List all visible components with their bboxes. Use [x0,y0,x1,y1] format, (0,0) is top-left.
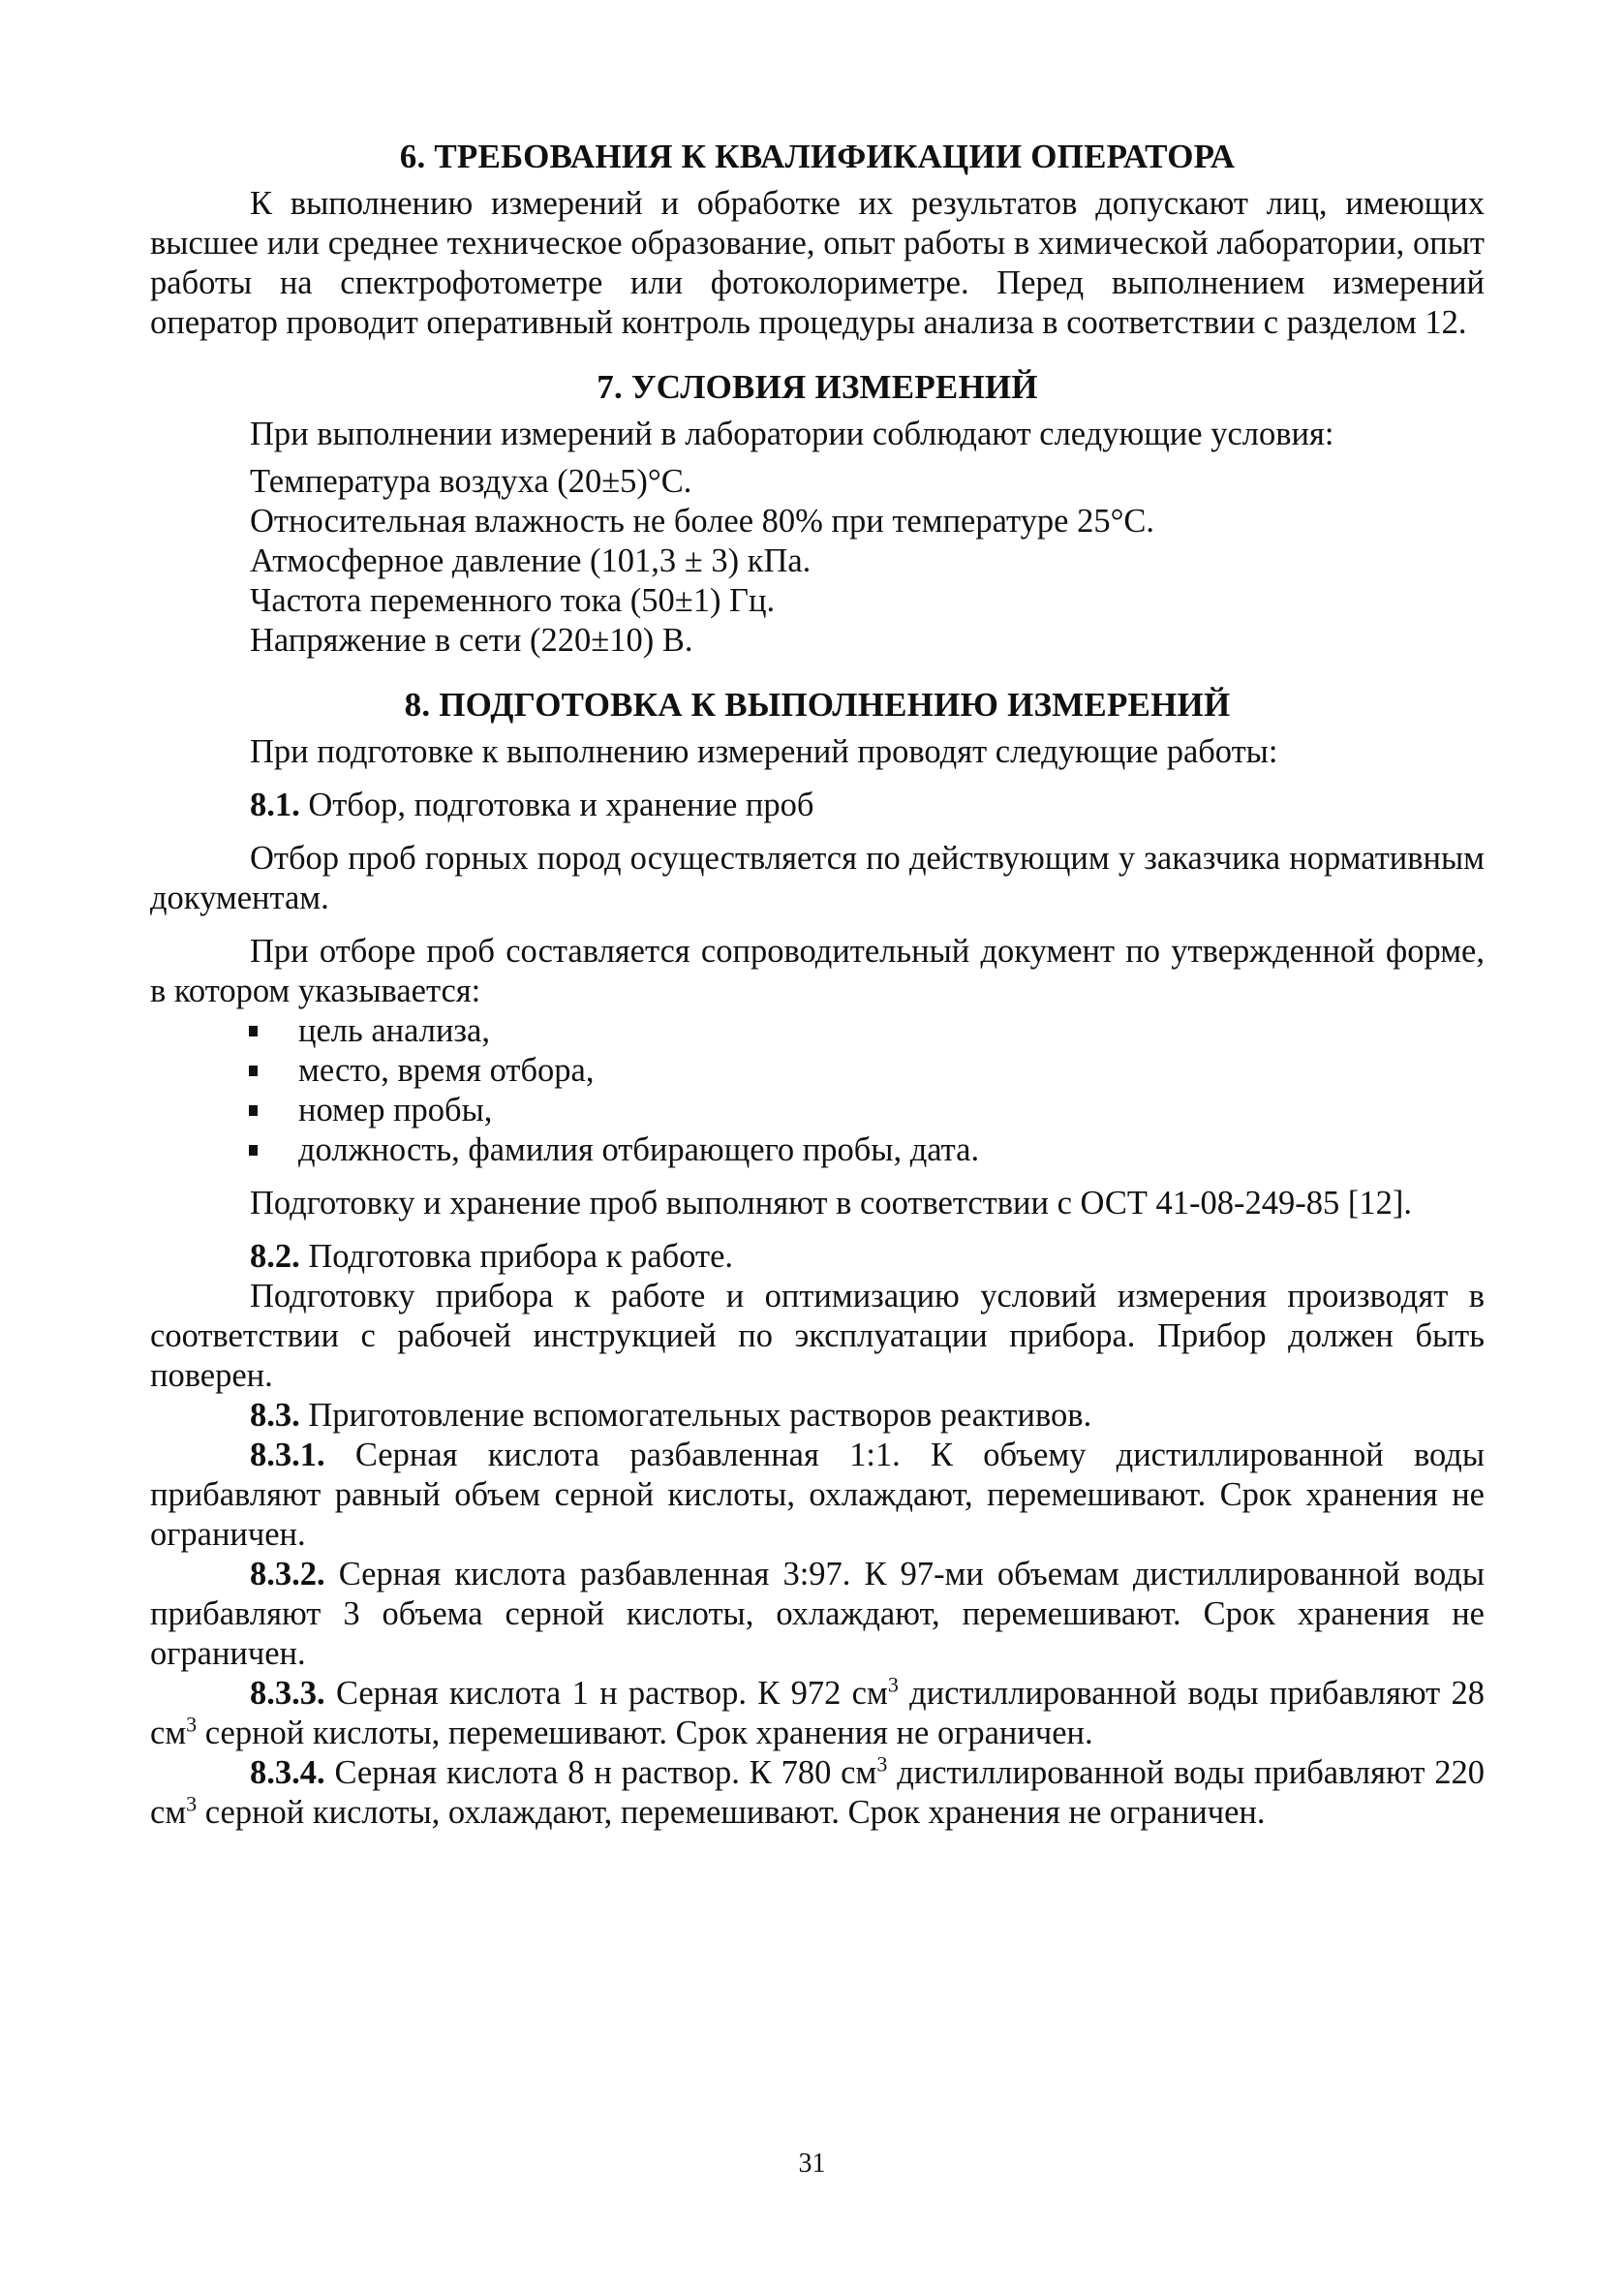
subsection-8-3-title [150,1396,1485,1436]
subsection-8-1-paragraph-2: При отборе проб составляется сопроводительный документ по утвержденной форме, в котором указывается: [150,933,1485,1009]
subsection-8-1-number: 8.1. [250,787,300,823]
subsection-8-3-4-text-b: дистиллированной воды прибавляют 220 см [150,1754,1486,1831]
condition-temperature: Температура воздуха (20±5)°С. [250,463,692,500]
subsection-8-3-2-paragraph [150,1555,1485,1674]
condition-frequency: Частота переменного тока (50±1) Гц. [250,582,776,619]
condition-pressure: Атмосферное давление (101,3 ± 3) кПа. [250,542,812,579]
section-8-heading: 8. ПОДГОТОВКА К ВЫПОЛНЕНИЮ ИЗМЕРЕНИЙ [404,686,1231,724]
list-item-text: место, время отбора, [298,1052,595,1089]
subsection-8-2-paragraph: Подготовку прибора к работе и оптимизацию условий измерения производят в соответствии с рабочей инструкцией по эксплуатации прибора. Прибор должен быть поверен. [150,1278,1485,1394]
subsection-8-3-1-number: 8.3.1. [250,1437,325,1473]
subsection-8-3-3-text-a: Серная кислота 1 н раствор. К 972 см [335,1675,888,1712]
list-item-text: должность, фамилия отбирающего пробы, дата. [298,1131,980,1168]
section-6-paragraph: К выполнению измерений и обработке их результатов допускают лиц, имеющих высшее или среднее техническое образование, опыт работы в химической лаборатории, опыт работы на спектрофотометре или фотоколориметре. Перед выполнением измерений оператор проводит оперативный контроль процедуры анализа в соответствии с разделом 12. [150,185,1485,341]
subsection-8-1-paragraph-1: Отбор проб горных пород осуществляется по действующим у заказчика нормативным документам. [150,840,1485,916]
subsection-8-2-title [150,1237,1485,1277]
superscript-3: 3 [186,1791,198,1816]
section-7-heading: 7. УСЛОВИЯ ИЗМЕРЕНИЙ [597,368,1038,406]
condition-voltage: Напряжение в сети (220±10) В. [250,622,693,659]
superscript-3: 3 [876,1751,888,1777]
bullet-icon [249,1066,258,1076]
subsection-8-3-label: Приготовление вспомогательных растворов реактивов. [308,1397,1092,1434]
subsection-8-3-4-paragraph [150,1753,1485,1833]
subsection-8-3-3-text-c: серной кислоты, перемешивают. Срок хранения не ограничен. [197,1715,1093,1751]
sample-document-fields-list [150,1011,1485,1170]
superscript-3: 3 [887,1672,899,1697]
subsection-8-1-title [150,786,1485,825]
subsection-8-3-3-number: 8.3.3. [250,1675,325,1712]
section-6-heading: 6. ТРЕБОВАНИЯ К КВАЛИФИКАЦИИ ОПЕРАТОРА [399,138,1236,175]
bullet-icon [249,1026,258,1036]
section-8-intro: При подготовке к выполнению измерений проводят следующие работы: [250,733,1278,770]
page-content [150,136,1485,1833]
superscript-3: 3 [186,1712,198,1737]
subsection-8-3-4-number: 8.3.4. [250,1754,325,1791]
list-item [247,1130,1485,1170]
subsection-8-3-4-text-a: Серная кислота 8 н раствор. К 780 см [334,1754,877,1791]
list-item [247,1011,1485,1051]
subsection-8-1-paragraph-3: Подготовку и хранение проб выполняют в соответствии с ОСТ 41-08-249-85 [12]. [250,1185,1413,1221]
section-7-intro: При выполнении измерений в лаборатории соблюдают следующие условия: [250,416,1334,452]
subsection-8-3-1-paragraph [150,1436,1485,1555]
subsection-8-2-number: 8.2. [250,1238,300,1275]
bullet-icon [249,1105,258,1116]
list-item-text: цель анализа, [298,1012,490,1049]
list-item [247,1051,1485,1091]
subsection-8-3-3-text-b: дистиллированной воды прибавляют 28 см [150,1675,1486,1751]
subsection-8-3-4-text-c: серной кислоты, охлаждают, перемешивают. Срок хранения не ограничен. [197,1794,1266,1831]
page-number: 31 [798,2149,826,2179]
subsection-8-3-2-text: Серная кислота разбавленная 3:97. К 97-ми объемам дистиллированной воды прибавляют 3 объема серной кислоты, охлаждают, перемешивают. Срок хранения не ограничен. [150,1556,1485,1672]
subsection-8-3-number: 8.3. [250,1397,300,1434]
subsection-8-2-label: Подготовка прибора к работе. [308,1238,734,1275]
bullet-icon [249,1145,258,1156]
list-item [247,1091,1485,1130]
subsection-8-1-label: Отбор, подготовка и хранение проб [308,787,814,823]
subsection-8-3-3-paragraph [150,1674,1485,1753]
condition-humidity: Относительная влажность не более 80% при температуре 25°С. [250,503,1155,540]
list-item-text: номер пробы, [298,1092,493,1129]
subsection-8-3-2-number: 8.3.2. [250,1556,325,1592]
subsection-8-3-1-text: Серная кислота разбавленная 1:1. К объему дистиллированной воды прибавляют равный объем серной кислоты, охлаждают, перемешивают. Срок хранения не ограничен. [150,1437,1485,1553]
